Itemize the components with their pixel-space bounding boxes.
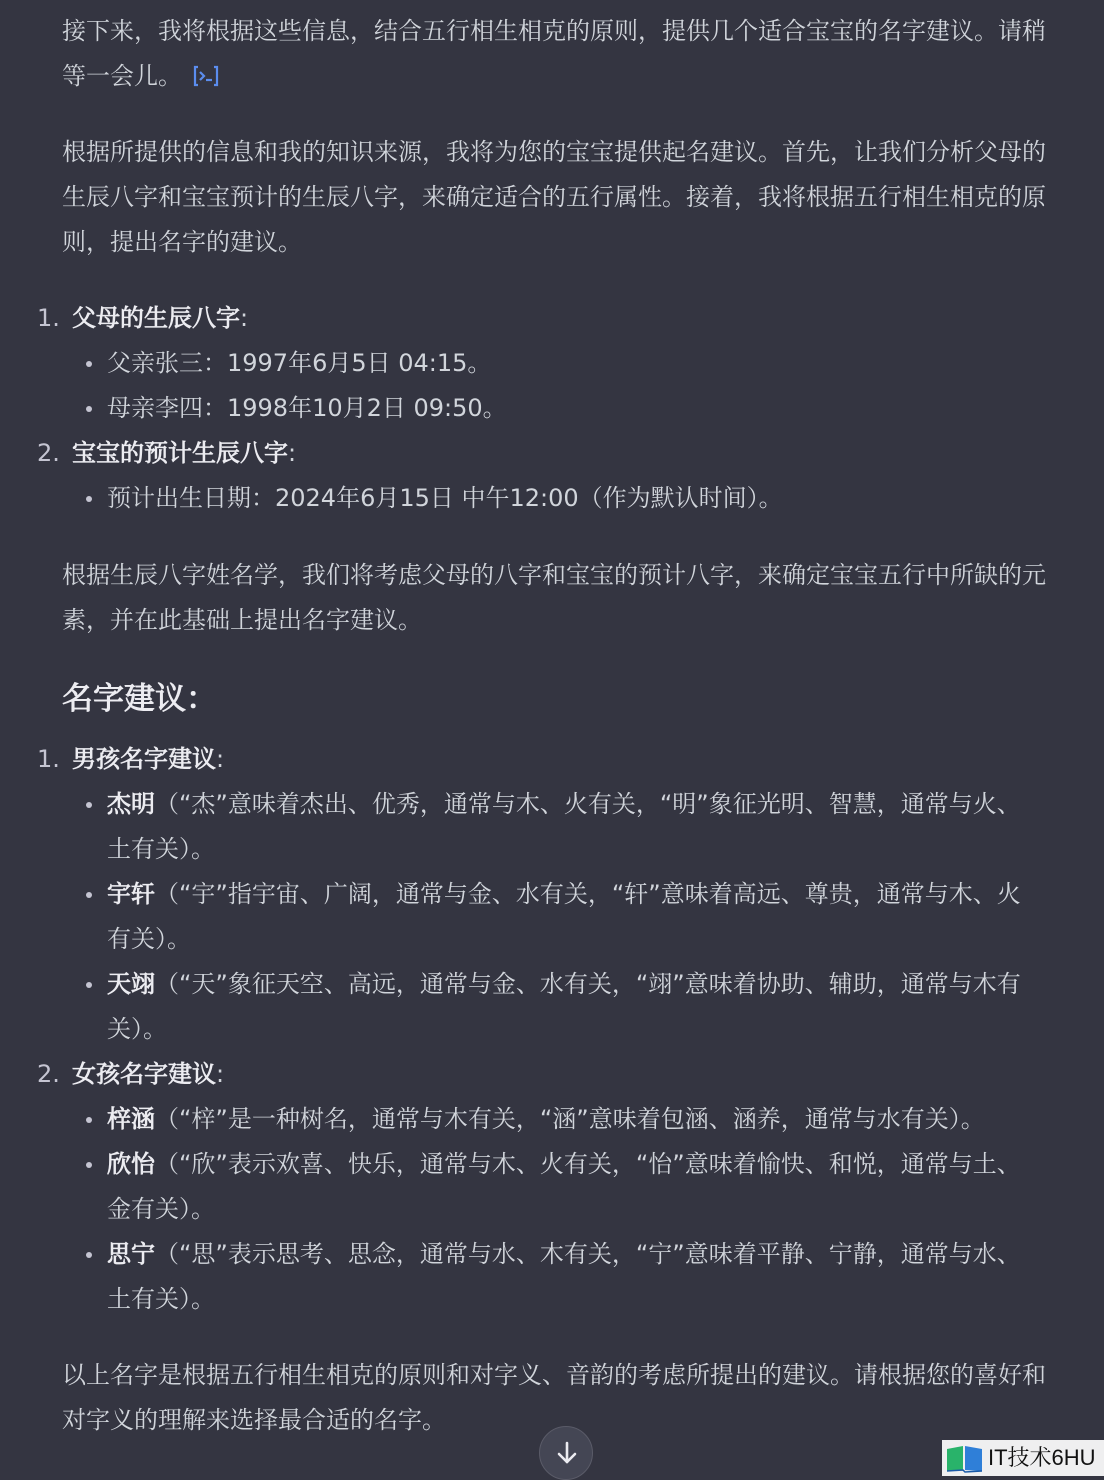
list-item-title-text: 父母的生辰八字 [72, 304, 240, 332]
name-suggestion [0, 782, 1037, 872]
analysis-paragraph: 根据所提供的信息和我的知识来源，我将为您的宝宝提供起名建议。首先，让我们分析父母的生辰八字和宝宝预计的生辰八字，来确定适合的五行属性。接着，我将根据五行相生相克的原则，提出名字的建议。 [62, 138, 1046, 256]
name-meaning: （“宇”指宇宙、广阔，通常与金、水有关，“轩”意味着高远、尊贵，通常与木、火有关）。 [107, 880, 1021, 953]
list-item-colon: : [288, 439, 297, 467]
list-number: 2. [37, 1060, 60, 1088]
names-list [0, 737, 1104, 1322]
name-meaning: （“欣”表示欢喜、快乐，通常与木、火有关，“怡”意味着愉快、和悦，通常与土、金有关）。 [107, 1150, 1021, 1223]
list-number: 1. [37, 304, 60, 332]
name-suggestion [0, 1097, 1037, 1142]
watermark [942, 1440, 1104, 1476]
closing-paragraph: 以上名字是根据五行相生相克的原则和对字义、音韵的考虑所提出的建议。请根据您的喜好和对字义的理解来选择最合适的名字。 [62, 1361, 1046, 1434]
list-item-title [72, 431, 1104, 476]
suggested-name: 天翊 [107, 970, 155, 998]
names-heading: 名字建议： [62, 681, 217, 717]
list-item-title-text: 男孩名字建议 [72, 745, 216, 773]
method-paragraph: 根据生辰八字姓名学，我们将考虑父母的八字和宝宝的预计八字，来确定宝宝五行中所缺的元素，并在此基础上提出名字建议。 [62, 561, 1046, 634]
bullet-item: 母亲李四：1998年10月2日 09:50。 [0, 386, 1037, 431]
scroll-to-bottom-button[interactable] [539, 1426, 593, 1480]
suggested-name: 欣怡 [107, 1150, 155, 1178]
list-item-title [72, 737, 1104, 782]
suggested-name: 梓涵 [107, 1105, 155, 1133]
list-item [0, 431, 1104, 521]
name-suggestion [0, 1142, 1037, 1232]
name-suggestion [0, 872, 1037, 962]
list-item [0, 296, 1104, 431]
name-suggestion [0, 962, 1037, 1052]
suggested-name: 思宁 [107, 1240, 155, 1268]
intro-paragraph [62, 9, 1052, 99]
suggested-name: 宇轩 [107, 880, 155, 908]
book-logo-icon [944, 1443, 986, 1473]
name-meaning: （“梓”是一种树名，通常与木有关，“涵”意味着包涵、涵养，通常与水有关）。 [155, 1105, 985, 1133]
intro-text: 接下来，我将根据这些信息，结合五行相生相克的原则，提供几个适合宝宝的名字建议。请稍等一会儿。 [62, 17, 1046, 90]
list-item-colon: : [216, 1060, 225, 1088]
list-item-title-text: 宝宝的预计生辰八字 [72, 439, 288, 467]
name-meaning: （“思”表示思考、思念，通常与水、木有关，“宁”意味着平静、宁静，通常与水、土有关）。 [107, 1240, 1021, 1313]
list-item-title-text: 女孩名字建议 [72, 1060, 216, 1088]
list-item-colon: : [240, 304, 249, 332]
name-suggestion [0, 1232, 1037, 1322]
list-number: 2. [37, 439, 60, 467]
bullet-item: 父亲张三：1997年6月5日 04:15。 [0, 341, 1037, 386]
watermark-text: IT技术6HU [988, 1445, 1096, 1470]
suggested-name: 杰明 [107, 790, 155, 818]
list-item-title [72, 296, 1104, 341]
arrow-down-icon [555, 1440, 579, 1466]
birth-info-list [0, 296, 1104, 521]
list-item [0, 1052, 1104, 1322]
name-meaning: （“天”象征天空、高远，通常与金、水有关，“翊”意味着协助、辅助，通常与木有关）。 [107, 970, 1021, 1043]
name-meaning: （“杰”意味着杰出、优秀，通常与木、火有关，“明”象征光明、智慧，通常与火、土有关）。 [107, 790, 1021, 863]
list-number: 1. [37, 745, 60, 773]
code-run-icon[interactable] [192, 64, 220, 88]
list-item-title [72, 1052, 1104, 1097]
bullet-item: 预计出生日期：2024年6月15日 中午12:00（作为默认时间）。 [0, 476, 1037, 521]
list-item [0, 737, 1104, 1052]
list-item-colon: : [216, 745, 225, 773]
